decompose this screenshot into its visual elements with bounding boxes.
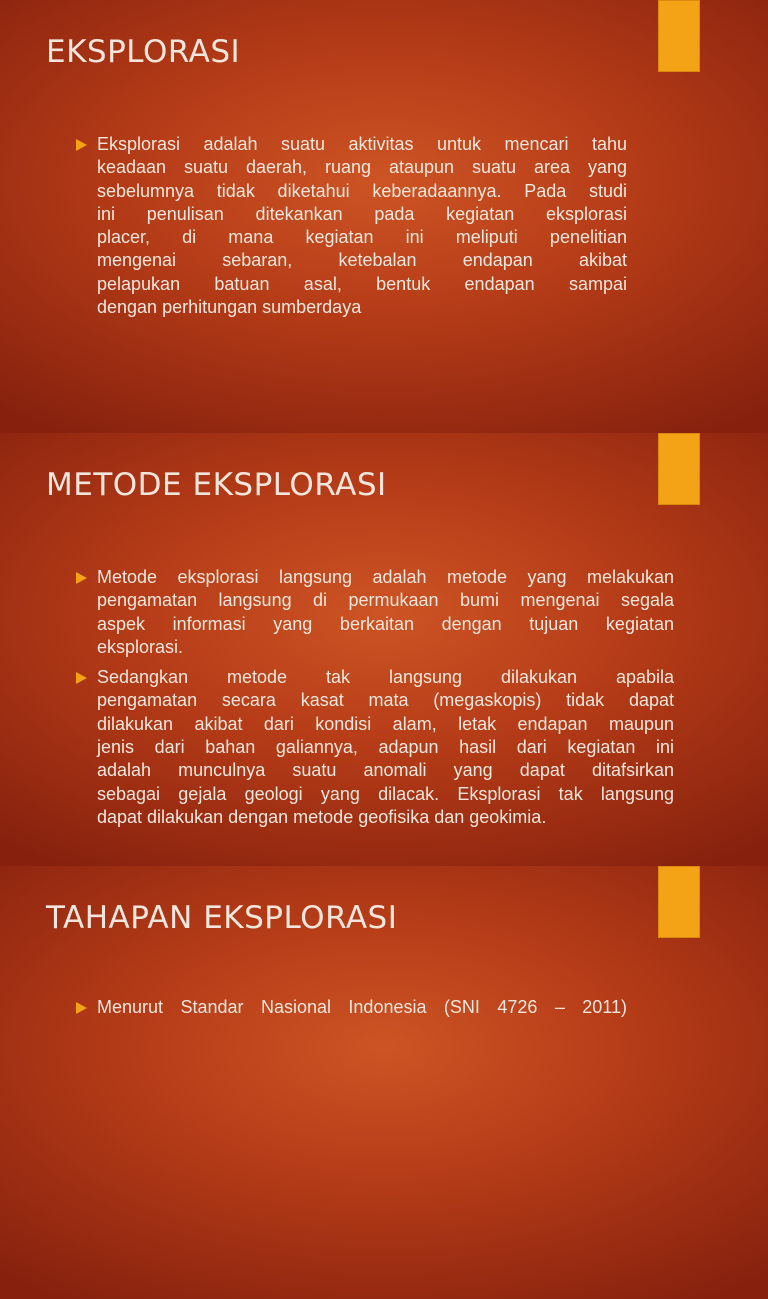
bullet-text-line: dilakukan akibat dari kondisi alam, letak endapan maupun xyxy=(97,713,674,734)
bullet-text-line: placer, di mana kegiatan ini meliputi penelitian xyxy=(97,227,627,248)
bullet-text xyxy=(97,666,674,829)
bullet-text-line: Sedangkan metode tak langsung dilakukan apabila xyxy=(97,667,674,688)
bullet-text-line: sebagai gejala geologi yang dilacak. Eksplorasi tak langsung xyxy=(97,783,674,804)
bullet-text-line: Menurut Standar Nasional Indonesia (SNI 4726 – 2011) xyxy=(97,997,627,1017)
bullet-point xyxy=(76,566,674,659)
bullet-text-line: keadaan suatu daerah, ruang ataupun suatu area yang xyxy=(97,157,627,178)
bullet-text-line: Metode eksplorasi langsung adalah metode yang melakukan xyxy=(97,567,674,587)
bullet-text-line: pengamatan langsung di permukaan bumi mengenai segala xyxy=(97,590,674,611)
bullet-text-line: dapat dilakukan dengan metode geofisika dan geokimia. xyxy=(97,806,547,827)
slide-eksplorasi xyxy=(0,0,768,433)
bullet-text-line: sebelumnya tidak diketahui keberadaannya. Pada studi xyxy=(97,180,627,201)
bullet-text-line: pengamatan secara kasat mata (megaskopis) tidak dapat xyxy=(97,690,674,711)
accent-tab xyxy=(658,866,700,938)
accent-tab xyxy=(658,433,700,505)
bullet-text-line: dengan perhitungan sumberdaya xyxy=(97,297,362,318)
accent-tab xyxy=(658,0,700,72)
triangle-bullet-icon xyxy=(76,139,87,151)
bullet-point xyxy=(76,996,627,1019)
bullet-point xyxy=(76,666,674,829)
bullet-list xyxy=(76,996,627,1026)
bullet-text-line: pelapukan batuan asal, bentuk endapan sampai xyxy=(97,273,627,294)
bullet-list xyxy=(76,566,674,836)
bullet-text-line: jenis dari bahan galiannya, adapun hasil dari kegiatan ini xyxy=(97,737,674,758)
slide-title: METODE EKSPLORASI xyxy=(46,467,387,503)
bullet-text xyxy=(97,566,674,659)
bullet-text-line: adalah munculnya suatu anomali yang dapat ditafsirkan xyxy=(97,760,674,781)
slide-title: TAHAPAN EKSPLORASI xyxy=(46,900,398,936)
bullet-text-line: Eksplorasi adalah suatu aktivitas untuk mencari tahu xyxy=(97,134,627,154)
slide-tahapan-eksplorasi xyxy=(0,866,768,1299)
bullet-text-line: eksplorasi. xyxy=(97,636,184,657)
bullet-list xyxy=(76,133,627,326)
bullet-text xyxy=(97,996,627,1019)
bullet-text-line: ini penulisan ditekankan pada kegiatan eksplorasi xyxy=(97,203,627,224)
bullet-text-line: mengenai sebaran, ketebalan endapan akibat xyxy=(97,250,627,271)
bullet-text xyxy=(97,133,627,319)
slide-metode-eksplorasi xyxy=(0,433,768,866)
slide-title: EKSPLORASI xyxy=(46,34,241,70)
triangle-bullet-icon xyxy=(76,572,87,584)
triangle-bullet-icon xyxy=(76,1002,87,1014)
triangle-bullet-icon xyxy=(76,672,87,684)
bullet-point xyxy=(76,133,627,319)
bullet-text-line: aspek informasi yang berkaitan dengan tujuan kegiatan xyxy=(97,613,674,634)
